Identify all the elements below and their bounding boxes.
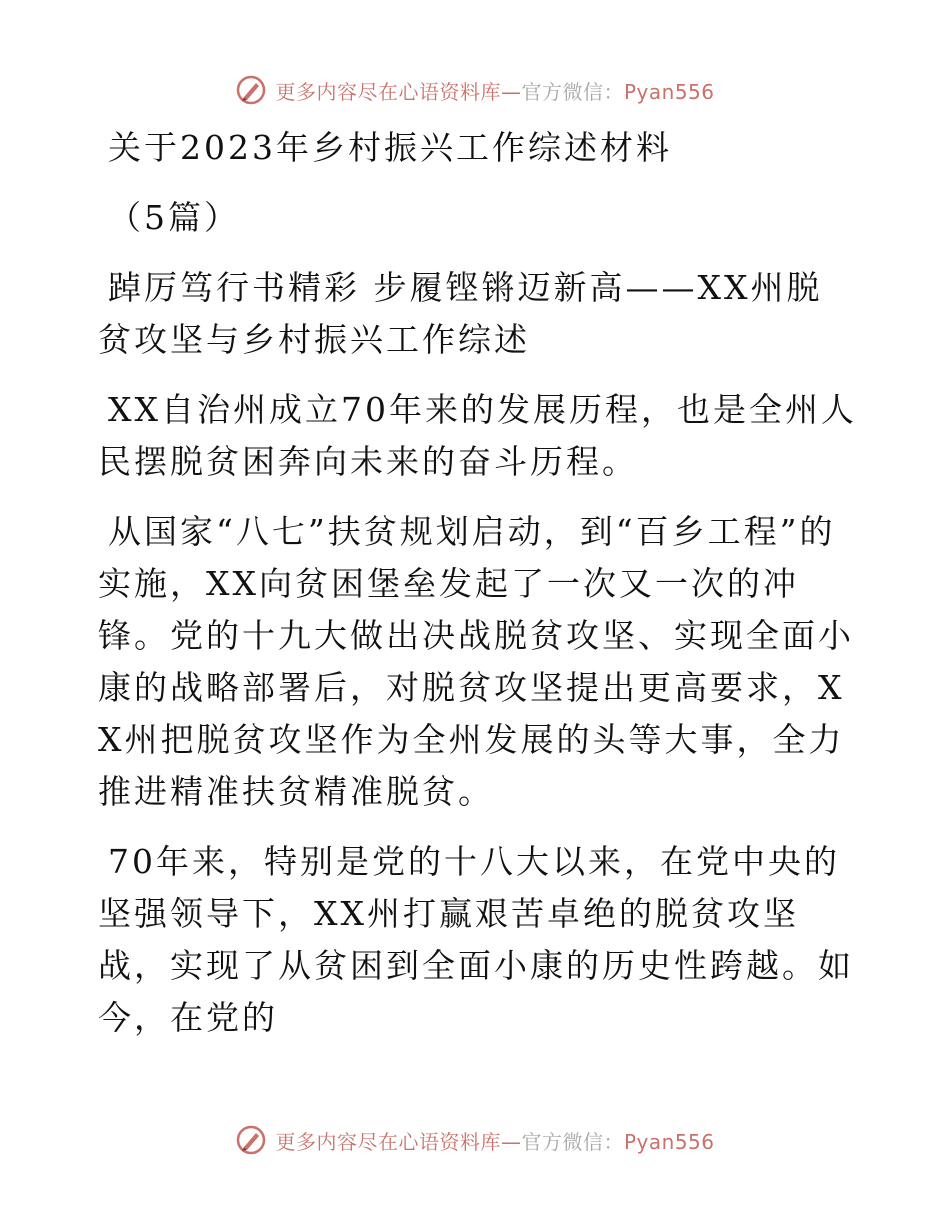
paragraph: 70年来，特别是党的十八大以来，在党中央的坚强领导下，XX州打赢艰苦卓绝的脱贫攻坚战，实现了从贫困到全面小康的历史性跨越。如今，在党的 (98, 842, 854, 1037)
document-count: （5篇） (108, 198, 240, 237)
article-heading: 踔厉笃行书精彩 步履铿锵迈新高——XX州脱贫攻坚与乡村振兴工作综述 (98, 268, 823, 359)
watermark-text (275, 1126, 714, 1155)
watermark-brand: 更多内容尽在心语资料库 (275, 79, 501, 104)
watermark-text (275, 76, 714, 105)
watermark-separator: — (500, 1129, 522, 1154)
header-watermark (0, 70, 950, 110)
watermark-wechat-id: Pyan556 (623, 79, 715, 104)
paragraph: 从国家“八七”扶贫规划启动，到“百乡工程”的实施，XX向贫困堡垒发起了一次又一次的冲锋。党的十九大做出决战脱贫攻坚、实现全面小康的战略部署后，对脱贫攻坚提出更高要求，XX州把脱贫攻坚作为全州发展的头等大事，全力推进精准扶贫精准脱贫。 (98, 512, 854, 811)
pen-logo-icon (235, 1124, 267, 1156)
watermark-wechat-id: Pyan556 (623, 1129, 715, 1154)
document-body (98, 122, 858, 1062)
watermark-brand: 更多内容尽在心语资料库 (275, 1129, 501, 1154)
footer-watermark (0, 1120, 950, 1160)
watermark-separator: — (500, 79, 522, 104)
pen-logo-icon (235, 74, 267, 106)
watermark-official-label: 官方微信： (521, 79, 624, 104)
watermark-official-label: 官方微信： (521, 1129, 624, 1154)
document-title: 关于2023年乡村振兴工作综述材料 (108, 128, 672, 167)
paragraph: XX自治州成立70年来的发展历程，也是全州人民摆脱贫困奔向未来的奋斗历程。 (98, 390, 857, 481)
